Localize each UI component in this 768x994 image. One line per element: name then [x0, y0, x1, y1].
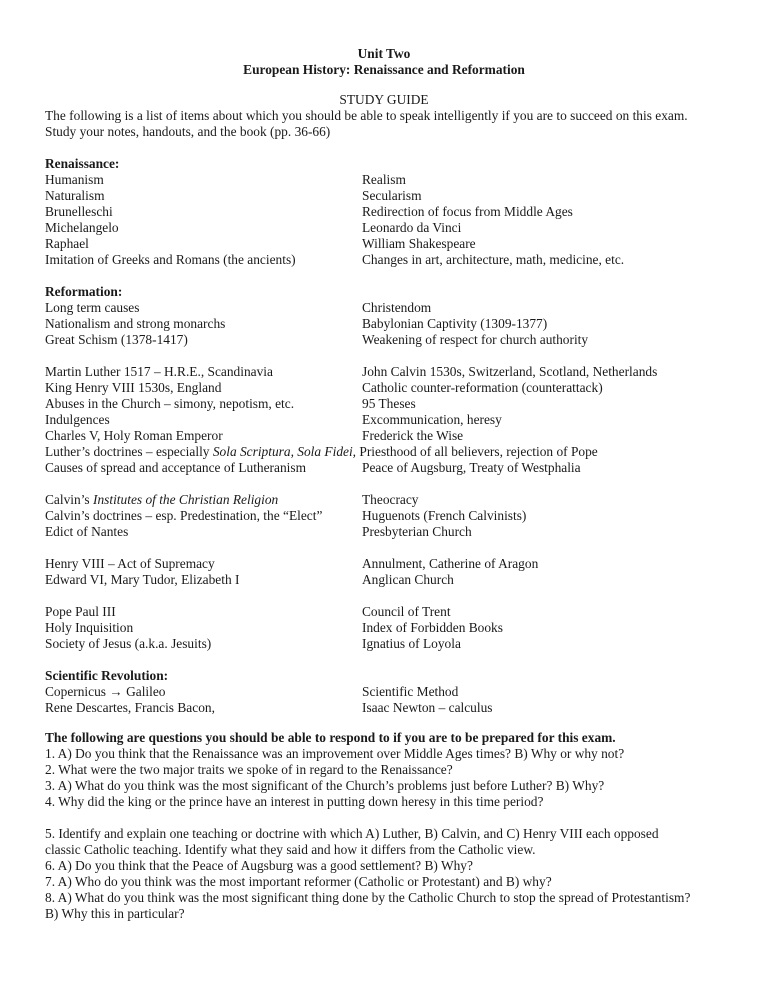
list-item: Presbyterian Church [362, 524, 472, 539]
text-span: Priesthood of all believers, rejection of Pope [356, 444, 598, 459]
list-item: Pope Paul III [45, 604, 116, 619]
list-item [45, 492, 278, 508]
list-item: William Shakespeare [362, 236, 476, 251]
list-item: Annulment, Catherine of Aragon [362, 556, 539, 571]
section-heading-renaissance: Renaissance: [45, 156, 120, 171]
document-title [0, 46, 768, 78]
list-item: Causes of spread and acceptance of Lutheranism [45, 460, 307, 475]
list-item: Raphael [45, 236, 89, 251]
list-item: Redirection of focus from Middle Ages [362, 204, 573, 219]
question-item-continuation: classic Catholic teaching. Identify what they said and how it differs from the Catholic view. [45, 842, 536, 857]
list-item: Index of Forbidden Books [362, 620, 503, 635]
list-item: John Calvin 1530s, Switzerland, Scotland, Netherlands [362, 364, 658, 379]
text-span: Calvin’s [45, 492, 93, 507]
intro-line: Study your notes, handouts, and the book (pp. 36-66) [45, 124, 331, 139]
question-item: 5. Identify and explain one teaching or doctrine with which A) Luther, B) Calvin, and C) Henry VIII each opposed [45, 826, 659, 841]
list-item: Society of Jesus (a.k.a. Jesuits) [45, 636, 212, 651]
list-item: Ignatius of Loyola [362, 636, 461, 651]
list-item: Christendom [362, 300, 432, 315]
unit-title: Unit Two [357, 46, 411, 61]
list-item: Michelangelo [45, 220, 119, 235]
list-item: Edward VI, Mary Tudor, Elizabeth I [45, 572, 240, 587]
list-item: Henry VIII – Act of Supremacy [45, 556, 215, 571]
list-item: Leonardo da Vinci [362, 220, 462, 235]
list-item: Charles V, Holy Roman Emperor [45, 428, 223, 443]
list-item: Changes in art, architecture, math, medicine, etc. [362, 252, 625, 267]
list-item: Rene Descartes, Francis Bacon, [45, 700, 215, 715]
list-item: Copernicus → Galileo [45, 684, 166, 699]
list-item: Naturalism [45, 188, 105, 203]
luther-doctrines-line [45, 444, 598, 460]
list-item: King Henry VIII 1530s, England [45, 380, 222, 395]
list-item: Martin Luther 1517 – H.R.E., Scandinavia [45, 364, 273, 379]
question-item: 7. A) Who do you think was the most important reformer (Catholic or Protestant) and B) why? [45, 874, 552, 889]
course-title: European History: Renaissance and Reformation [243, 62, 525, 77]
list-item: Anglican Church [362, 572, 454, 587]
question-item: 4. Why did the king or the prince have an interest in putting down heresy in this time period? [45, 794, 544, 809]
question-item-continuation: B) Why this in particular? [45, 906, 185, 921]
question-item: 3. A) What do you think was the most significant of the Church’s problems just before Luther? B) Why? [45, 778, 605, 793]
list-item: Peace of Augsburg, Treaty of Westphalia [362, 460, 581, 475]
question-item: 8. A) What do you think was the most significant thing done by the Catholic Church to stop the spread of Protestantism? [45, 890, 691, 905]
list-item: Secularism [362, 188, 422, 203]
question-item: 1. A) Do you think that the Renaissance was an improvement over Middle Ages times? B) Why or why not? [45, 746, 625, 761]
book-title: Institutes of the Christian Religion [93, 492, 279, 507]
list-item: Weakening of respect for church authority [362, 332, 589, 347]
list-item: Long term causes [45, 300, 140, 315]
italic-latin-terms: Sola Scriptura, Sola Fidei, [212, 444, 357, 459]
text-span: Luther’s doctrines – especially [45, 444, 213, 459]
list-item: Realism [362, 172, 406, 187]
list-item: Nationalism and strong monarchs [45, 316, 226, 331]
list-item: Isaac Newton – calculus [362, 700, 493, 715]
list-item: Indulgences [45, 412, 110, 427]
list-item: Council of Trent [362, 604, 451, 619]
list-item: 95 Theses [362, 396, 416, 411]
intro-line: The following is a list of items about which you should be able to speak intelligently if you are to succeed on this exam. [45, 108, 688, 123]
list-item: Huguenots (French Calvinists) [362, 508, 527, 523]
list-item: Abuses in the Church – simony, nepotism, etc. [45, 396, 295, 411]
list-item: Brunelleschi [45, 204, 113, 219]
section-heading-scientific-revolution: Scientific Revolution: [45, 668, 169, 683]
list-item: Imitation of Greeks and Romans (the ancients) [45, 252, 296, 267]
list-item: Babylonian Captivity (1309-1377) [362, 316, 548, 331]
study-guide-heading: STUDY GUIDE [339, 92, 429, 107]
list-item: Catholic counter-reformation (counterattack) [362, 380, 603, 395]
list-item: Holy Inquisition [45, 620, 134, 635]
question-item: 2. What were the two major traits we spoke of in regard to the Renaissance? [45, 762, 453, 777]
list-item: Calvin’s doctrines – esp. Predestination, the “Elect” [45, 508, 323, 523]
list-item: Theocracy [362, 492, 419, 507]
section-heading-reformation: Reformation: [45, 284, 123, 299]
list-item: Edict of Nantes [45, 524, 129, 539]
question-item: 6. A) Do you think that the Peace of Augsburg was a good settlement? B) Why? [45, 858, 473, 873]
list-item: Humanism [45, 172, 104, 187]
intro-paragraph [45, 108, 745, 140]
list-item: Scientific Method [362, 684, 459, 699]
list-item: Great Schism (1378-1417) [45, 332, 188, 347]
list-item: Excommunication, heresy [362, 412, 502, 427]
questions-heading: The following are questions you should be able to respond to if you are to be prepared for this exam. [45, 730, 616, 745]
list-item: Frederick the Wise [362, 428, 464, 443]
